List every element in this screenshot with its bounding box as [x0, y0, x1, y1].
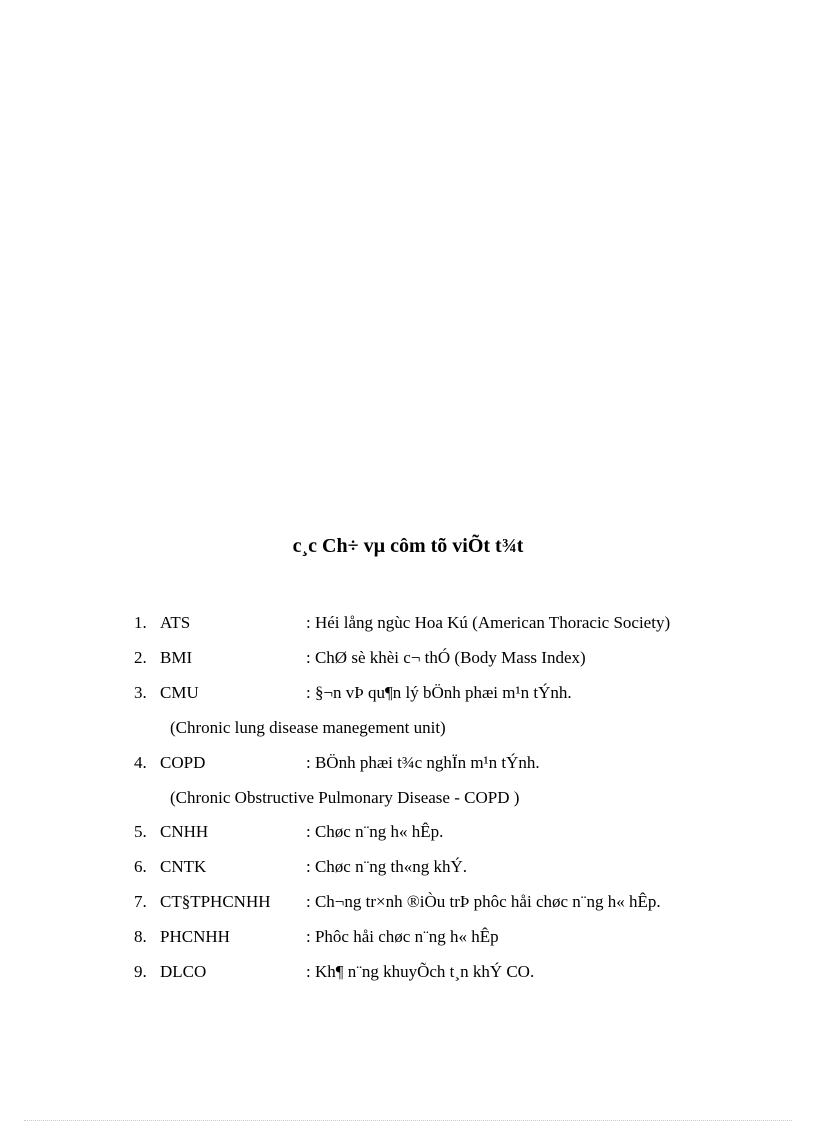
- item-number: 9.: [134, 962, 147, 981]
- item-abbreviation: CNTK: [160, 857, 207, 876]
- item-abbreviation: CMU: [160, 683, 199, 702]
- item-abbreviation: ATS: [160, 613, 191, 632]
- list-item: [0, 681, 816, 705]
- item-abbreviation: BMI: [160, 648, 193, 667]
- item-definition: : Kh¶ n¨ng khuyÕch t¸n khÝ CO.: [306, 962, 535, 981]
- item-continuation-cmu: (Chronic lung disease manegement unit): [170, 718, 446, 737]
- item-definition: : ChØ sè khèi c¬ thÓ (Body Mass Index): [306, 648, 586, 667]
- item-abbreviation: CT§TPHCNHH: [160, 892, 271, 911]
- list-item: [0, 611, 816, 635]
- item-abbreviation: COPD: [160, 753, 206, 772]
- item-number: 3.: [134, 683, 147, 702]
- item-definition: : Ch¬ng tr×nh ®iÒu trÞ phôc håi chøc n¨ng h« hÊp.: [306, 892, 661, 911]
- list-item: [0, 820, 816, 844]
- item-abbreviation: PHCNHH: [160, 927, 230, 946]
- item-number: 7.: [134, 892, 147, 911]
- item-definition: : Phôc håi chøc n¨ng h« hÊp: [306, 927, 499, 946]
- list-item: [0, 960, 816, 984]
- item-continuation-copd: (Chronic Obstructive Pulmonary Disease - COPD ): [170, 788, 520, 807]
- item-number: 2.: [134, 648, 147, 667]
- list-item: [0, 855, 816, 879]
- item-number: 6.: [134, 857, 147, 876]
- item-definition: : Héi lång ngùc Hoa Kú (American Thoracic Society): [306, 613, 671, 632]
- item-number: 1.: [134, 613, 147, 632]
- item-number: 4.: [134, 753, 147, 772]
- list-item: [0, 890, 816, 914]
- item-abbreviation: DLCO: [160, 962, 207, 981]
- list-item: [0, 646, 816, 670]
- item-definition: : Chøc n¨ng th«ng khÝ.: [306, 857, 468, 876]
- item-definition: : Chøc n¨ng h« hÊp.: [306, 822, 444, 841]
- page-bottom-divider: [24, 1120, 792, 1121]
- item-abbreviation: CNHH: [160, 822, 209, 841]
- item-definition: : BÖnh phæi t¾c nghÏn m¹n tÝnh.: [306, 753, 540, 772]
- item-number: 8.: [134, 927, 147, 946]
- page-title: c¸c Ch÷ vµ côm tõ viÕt t¾t: [292, 535, 524, 557]
- item-definition: : §¬n vÞ qu¶n lý bÖnh phæi m¹n tÝnh.: [306, 683, 572, 702]
- list-item: [0, 925, 816, 949]
- item-number: 5.: [134, 822, 147, 841]
- list-item: [0, 751, 816, 775]
